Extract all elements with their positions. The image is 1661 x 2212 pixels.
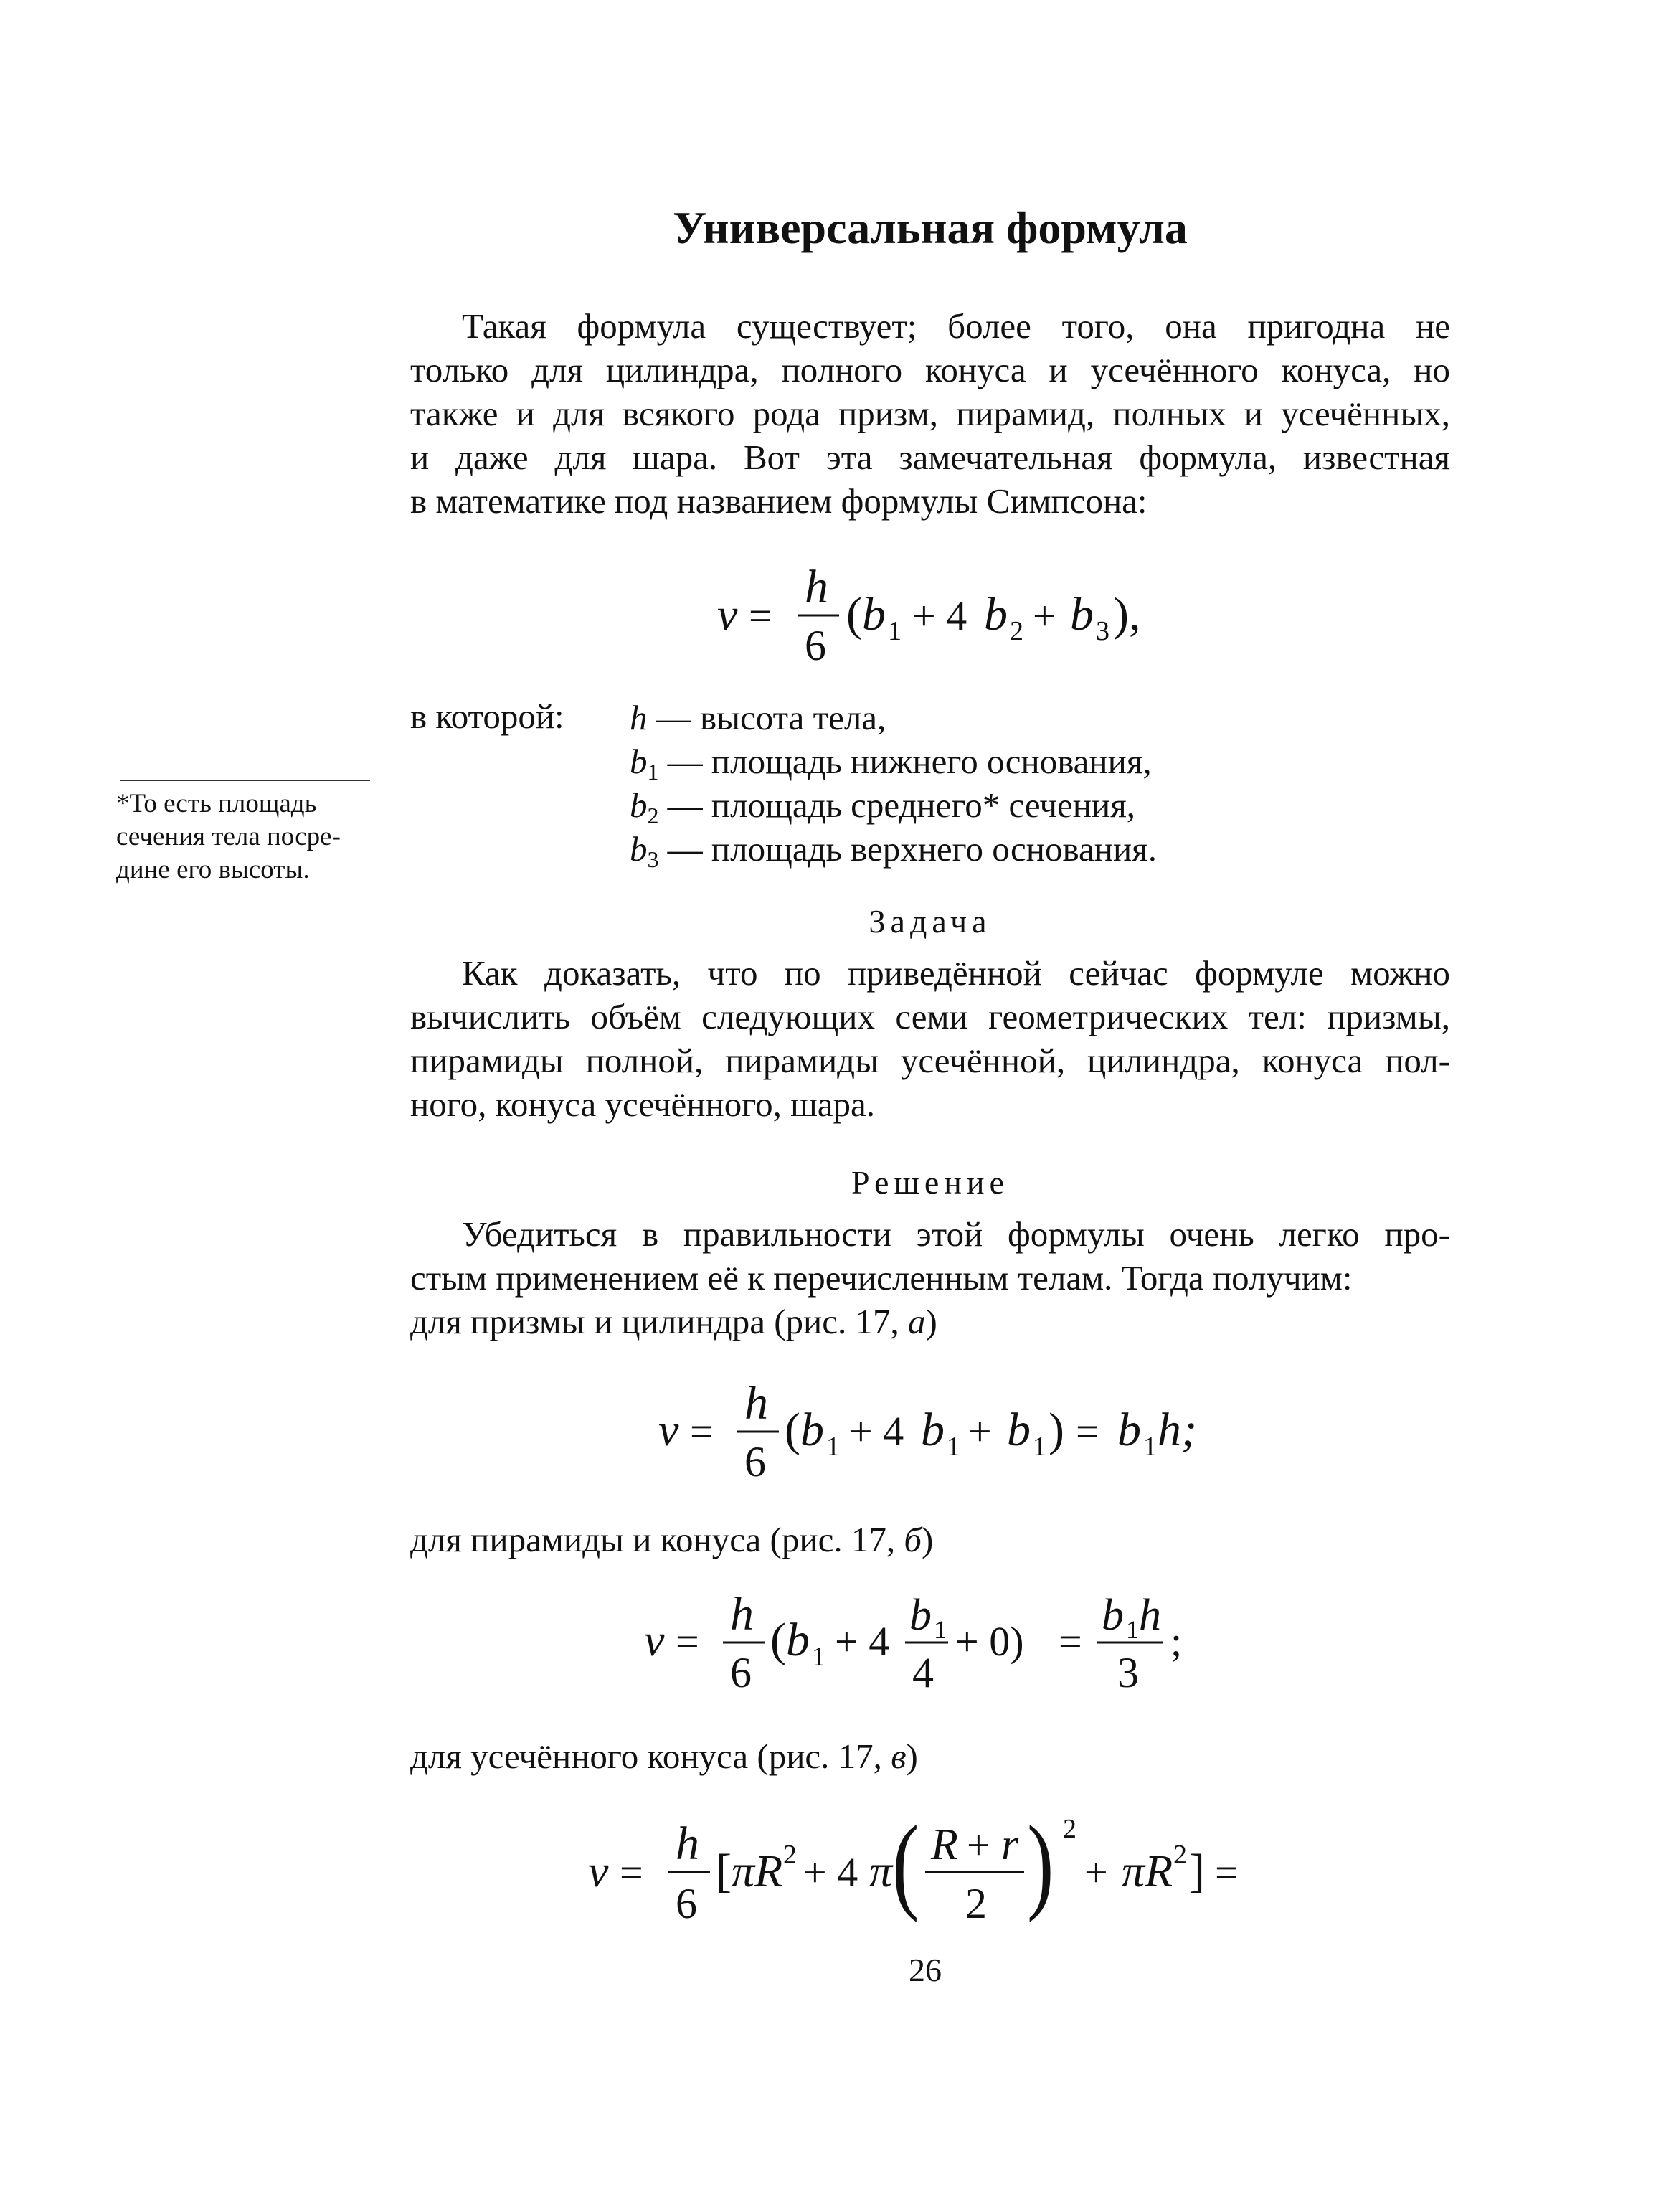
svg-text:(: (	[770, 1614, 786, 1666]
intro-line: и даже для шара. Вот эта замечательная формула, известная	[410, 438, 1450, 477]
svg-text:=: =	[676, 1618, 699, 1665]
svg-text:h: h	[730, 1588, 754, 1640]
svg-text:1: 1	[1143, 1432, 1157, 1462]
svg-text:2: 2	[1010, 616, 1023, 646]
solution-heading: Решение	[851, 1164, 1009, 1201]
svg-text:6: 6	[730, 1649, 752, 1696]
page-title: Универсальная формула	[673, 202, 1188, 253]
intro-line: Такая формула существует; более того, она пригодна не	[462, 306, 1450, 346]
svg-text:b: b	[1007, 1404, 1031, 1456]
case-prism-label: для призмы и цилиндра (рис. 17, а)	[410, 1302, 937, 1341]
svg-text:=: =	[620, 1849, 643, 1896]
svg-text:b: b	[1102, 1591, 1124, 1640]
svg-text:): )	[1027, 1803, 1054, 1923]
svg-text:]: ]	[1189, 1845, 1205, 1897]
svg-text:(: (	[846, 588, 862, 641]
intro-line: в математике под названием формулы Симпсона:	[410, 481, 1147, 521]
svg-text:h: h	[1139, 1591, 1161, 1640]
svg-text:+ 4: + 4	[803, 1849, 858, 1896]
svg-text:r: r	[1001, 1820, 1019, 1869]
svg-text:+ 4: + 4	[835, 1618, 890, 1665]
task-line: пирамиды полной, пирамиды усечённой, цилиндра, конуса пол-	[410, 1041, 1450, 1080]
svg-text:+: +	[1033, 592, 1056, 639]
svg-text:v: v	[588, 1845, 609, 1896]
svg-text:b: b	[921, 1404, 945, 1456]
svg-text:πR: πR	[1122, 1845, 1173, 1896]
definition-item: $b_1$ — площадь нижнего основания,	[630, 742, 1152, 785]
svg-text:1: 1	[826, 1432, 840, 1462]
svg-text:b: b	[862, 588, 886, 641]
svg-text:3: 3	[1096, 616, 1109, 646]
footnote-line: дине его высоты.	[116, 855, 310, 884]
svg-text:6: 6	[676, 1880, 697, 1927]
svg-text:2: 2	[1063, 1814, 1076, 1844]
svg-text:1: 1	[1126, 1615, 1139, 1644]
svg-text:+ 0): + 0)	[955, 1618, 1024, 1665]
intro-line: только для цилиндра, полного конуса и усечённого конуса, но	[410, 350, 1450, 389]
svg-text:6: 6	[744, 1438, 766, 1485]
prism-formula	[658, 1370, 1232, 1495]
svg-text:b: b	[800, 1404, 824, 1456]
intro-line: также и для всякого рода призм, пирамид, полных и усечённых,	[410, 394, 1450, 433]
svg-text:h: h	[744, 1377, 768, 1429]
definition-item: $b_2$ — площадь среднего* сечения,	[630, 785, 1135, 828]
definition-item: $b_3$ — площадь верхнего основания.	[630, 829, 1157, 872]
svg-text:[: [	[716, 1845, 732, 1897]
solution-line: стым применением её к перечисленным телам. Тогда получим:	[410, 1258, 1353, 1298]
svg-text:=: =	[1076, 1408, 1099, 1455]
task-paragraph	[410, 951, 1450, 1126]
case-pyramid-label: для пирамиды и конуса (рис. 17, б)	[410, 1520, 934, 1559]
svg-text:b: b	[786, 1614, 810, 1666]
footnote-divider	[120, 780, 370, 781]
pyramid-formula	[644, 1578, 1218, 1718]
page-number: 26	[909, 1952, 942, 1988]
svg-text:=: =	[690, 1408, 714, 1455]
svg-text:v: v	[658, 1404, 679, 1455]
svg-text:;: ;	[1170, 1618, 1183, 1665]
solution-paragraph	[410, 1212, 1450, 1343]
task-line: вычислить объём следующих семи геометрических тел: призмы,	[410, 997, 1450, 1036]
definitions-intro: в которой:	[410, 696, 564, 736]
svg-text:=: =	[749, 592, 772, 639]
svg-text:1: 1	[934, 1615, 947, 1644]
simpson-formula	[717, 552, 1176, 678]
svg-text:): )	[1049, 1404, 1064, 1456]
svg-text:v: v	[644, 1615, 665, 1665]
svg-text:(: (	[785, 1404, 800, 1456]
intro-paragraph	[410, 304, 1450, 523]
svg-text:(: (	[892, 1803, 919, 1923]
task-line: ного, конуса усечённого, шара.	[410, 1084, 876, 1124]
footnote-line: *То есть площадь	[116, 789, 317, 818]
svg-text:+ 4: + 4	[849, 1408, 904, 1455]
svg-text:=: =	[1059, 1618, 1082, 1665]
svg-text:1: 1	[947, 1432, 960, 1462]
svg-text:v: v	[717, 589, 738, 640]
svg-text:h: h	[805, 561, 828, 613]
svg-text:6: 6	[805, 622, 826, 669]
svg-text:+: +	[1084, 1849, 1108, 1896]
svg-text:1: 1	[888, 616, 902, 646]
svg-text:b: b	[1070, 588, 1094, 641]
task-line: Как доказать, что по приведённой сейчас формуле можно	[462, 953, 1450, 993]
svg-text:h: h	[676, 1818, 699, 1870]
svg-text:3: 3	[1117, 1649, 1139, 1696]
svg-text:2: 2	[783, 1840, 797, 1870]
definition-item: h — высота тела,	[630, 698, 886, 737]
svg-text:πR: πR	[732, 1845, 783, 1896]
definitions-list	[630, 696, 1157, 871]
svg-text:b: b	[909, 1591, 932, 1640]
svg-text:),: ),	[1113, 588, 1141, 641]
task-heading: Задача	[869, 903, 992, 940]
svg-text:+: +	[967, 1822, 990, 1868]
svg-text:1: 1	[812, 1642, 825, 1672]
svg-text:4: 4	[912, 1649, 934, 1696]
svg-text:2: 2	[1173, 1840, 1187, 1870]
frustum-formula	[588, 1803, 1291, 1947]
case-frustum-label: для усечённого конуса (рис. 17, в)	[410, 1736, 918, 1776]
svg-text:b: b	[1117, 1404, 1141, 1456]
svg-text:b: b	[984, 588, 1008, 641]
solution-line: Убедиться в правильности этой формулы очень легко про-	[462, 1214, 1450, 1254]
svg-text:π: π	[869, 1845, 893, 1896]
footnote-line: сечения тела посре-	[116, 822, 341, 851]
svg-text:R: R	[931, 1820, 958, 1869]
svg-text:2: 2	[965, 1880, 987, 1927]
svg-text:+: +	[968, 1408, 992, 1455]
footnote	[116, 788, 389, 887]
svg-text:h;: h;	[1158, 1404, 1197, 1456]
svg-text:1: 1	[1033, 1432, 1046, 1462]
svg-text:+ 4: + 4	[912, 592, 967, 639]
svg-text:=: =	[1215, 1849, 1239, 1896]
